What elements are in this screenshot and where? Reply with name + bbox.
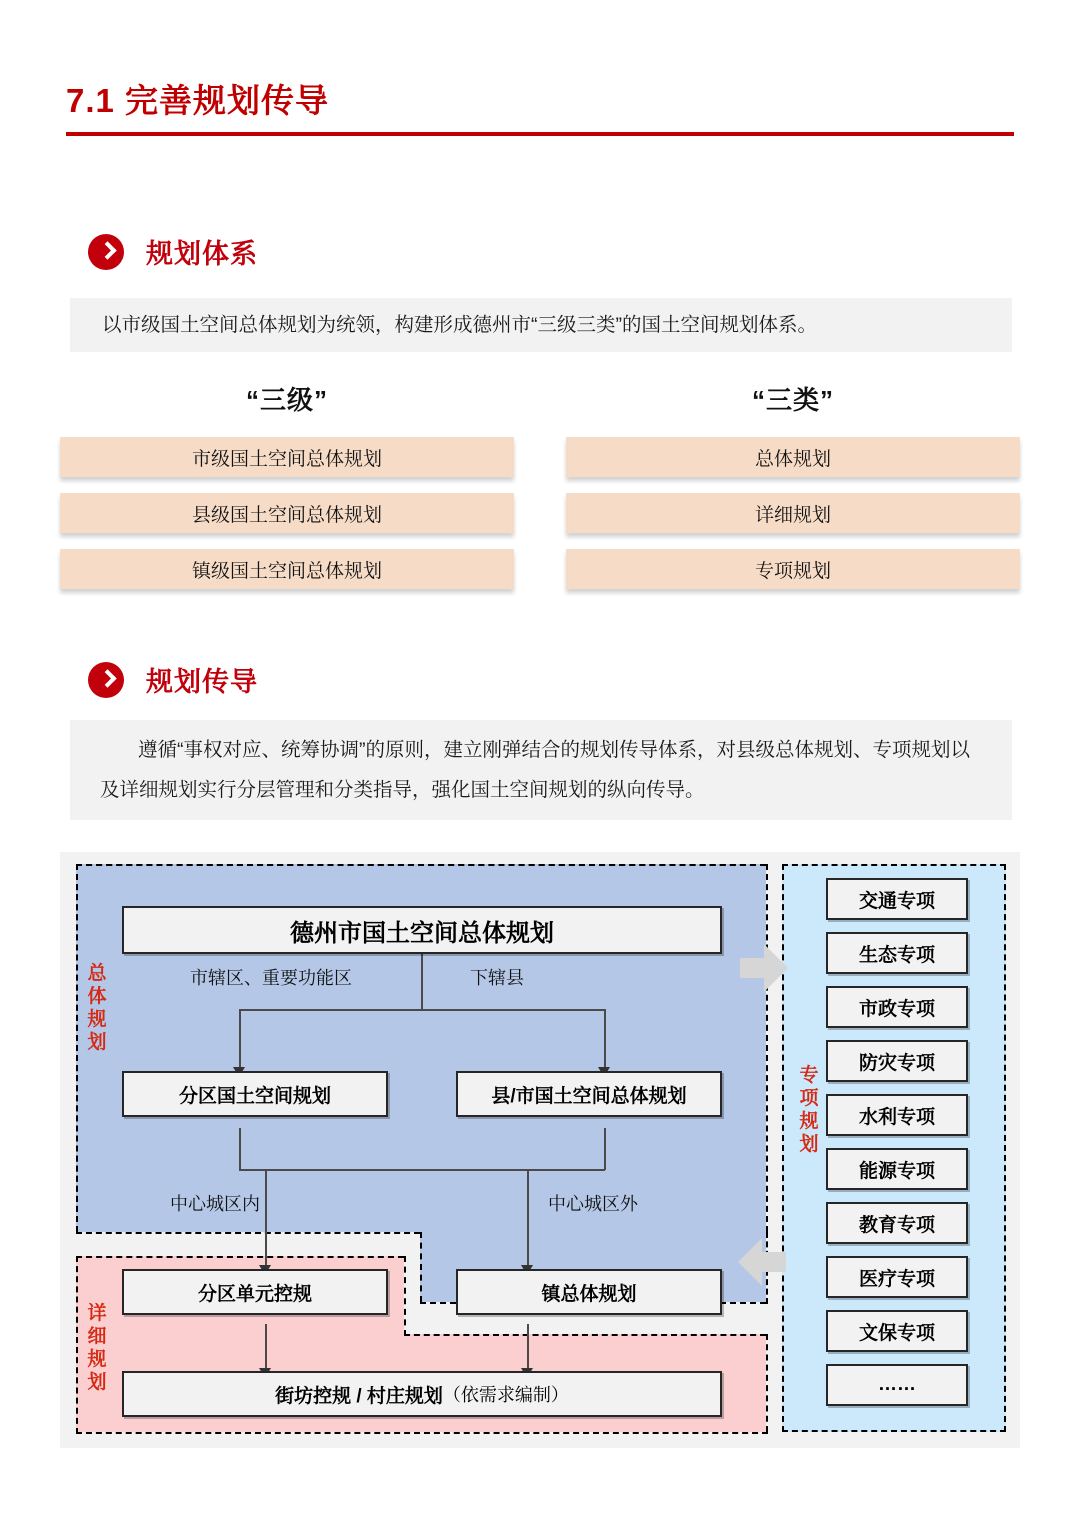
region-overall-planning-border-bottom-left	[76, 1232, 420, 1234]
region-overall-planning-border-right-upper	[766, 864, 768, 1232]
level-bar: 镇级国土空间总体规划	[60, 549, 514, 589]
planning-system-note-text: 以市级国土空间总体规划为统领，构建形成德州市“三级三类”的国土空间规划体系。	[102, 314, 817, 336]
arrow-left-icon	[732, 1234, 788, 1290]
region-detailed-border-step-v	[404, 1256, 406, 1336]
region-label-overall: 总 体 规 划	[87, 963, 107, 1053]
region-overall-leg-border-left	[420, 1232, 422, 1302]
three-level-three-type-columns	[60, 380, 1020, 605]
region-detailed-border-bottom	[76, 1432, 768, 1434]
section-title: 规划传导	[146, 667, 258, 697]
type-bar: 详细规划	[566, 493, 1020, 533]
special-plan-item: 防灾专项	[826, 1040, 968, 1082]
edge-label-to-county: 下辖县	[470, 968, 524, 988]
node-county-master-plan: 县/市国土空间总体规划	[456, 1071, 722, 1117]
special-plan-item: 水利专项	[826, 1094, 968, 1136]
region-detailed-border-right	[766, 1334, 768, 1432]
connector-line	[239, 1128, 241, 1170]
node-city-master-plan: 德州市国土空间总体规划	[122, 906, 722, 954]
connector-line	[604, 1009, 606, 1071]
connector-line	[239, 1009, 241, 1071]
edge-label-to-district: 市辖区、重要功能区	[190, 968, 352, 988]
node-town-master-plan: 镇总体规划	[456, 1269, 722, 1315]
connector-line	[527, 1169, 529, 1269]
region-label-detailed: 详 细 规 划	[87, 1303, 107, 1393]
connector-line	[421, 954, 423, 1010]
section-heading-planning-system	[88, 232, 258, 271]
region-label-special: 专 项 规 划	[799, 1065, 819, 1155]
page-title-block	[66, 78, 1014, 136]
section-title: 规划体系	[146, 239, 258, 269]
planning-system-note	[70, 298, 1012, 352]
planning-transmission-diagram	[60, 852, 1020, 1448]
column-three-type	[566, 380, 1020, 605]
region-detailed-border-top-left	[76, 1256, 404, 1258]
node-block-village-main: 街坊控规 / 村庄规划	[275, 1385, 443, 1407]
level-bar: 市级国土空间总体规划	[60, 437, 514, 477]
column-title: “三类”	[751, 385, 834, 415]
connector-line	[604, 1128, 606, 1170]
planning-transmission-note	[70, 720, 1012, 820]
connector-line	[527, 1324, 529, 1372]
edge-label-inner-core: 中心城区内	[170, 1194, 260, 1214]
column-three-level	[60, 380, 514, 605]
special-plan-item: 市政专项	[826, 986, 968, 1028]
special-plan-item: 医疗专项	[826, 1256, 968, 1298]
special-plan-item: 交通专项	[826, 878, 968, 920]
chevron-right-icon	[88, 234, 124, 270]
connector-line	[239, 1169, 605, 1171]
node-block-village-note: （依需求编制）	[442, 1385, 569, 1405]
node-district-unit-control: 分区单元控规	[122, 1269, 388, 1315]
region-detailed-border-step-h	[404, 1334, 766, 1336]
level-bar: 县级国土空间总体规划	[60, 493, 514, 533]
type-bar: 总体规划	[566, 437, 1020, 477]
type-bar: 专项规划	[566, 549, 1020, 589]
special-plan-item: 生态专项	[826, 932, 968, 974]
arrow-right-icon	[738, 940, 790, 996]
section-heading-planning-transmission	[88, 660, 258, 699]
planning-transmission-note-text: 遵循“事权对应、统筹协调”的原则，建立刚弹结合的规划传导体系，对县级总体规划、专项规划以及详细规划实行分层管理和分类指导，强化国土空间规划的纵向传导。	[100, 739, 970, 801]
special-plan-item: 文保专项	[826, 1310, 968, 1352]
special-plan-item: 能源专项	[826, 1148, 968, 1190]
connector-line	[265, 1324, 267, 1372]
edge-label-outer-core: 中心城区外	[548, 1194, 638, 1214]
connector-line	[265, 1169, 267, 1269]
special-plan-item: ……	[826, 1364, 968, 1406]
title-underline	[66, 132, 1014, 136]
connector-line	[239, 1009, 605, 1011]
special-plan-item: 教育专项	[826, 1202, 968, 1244]
node-district-plan: 分区国土空间规划	[122, 1071, 388, 1117]
column-title: “三级”	[245, 385, 328, 415]
chevron-right-icon	[88, 662, 124, 698]
node-block-village-plan	[122, 1371, 722, 1417]
page-title: 7.1 完善规划传导	[66, 82, 330, 119]
region-detailed-border-left	[76, 1256, 78, 1434]
